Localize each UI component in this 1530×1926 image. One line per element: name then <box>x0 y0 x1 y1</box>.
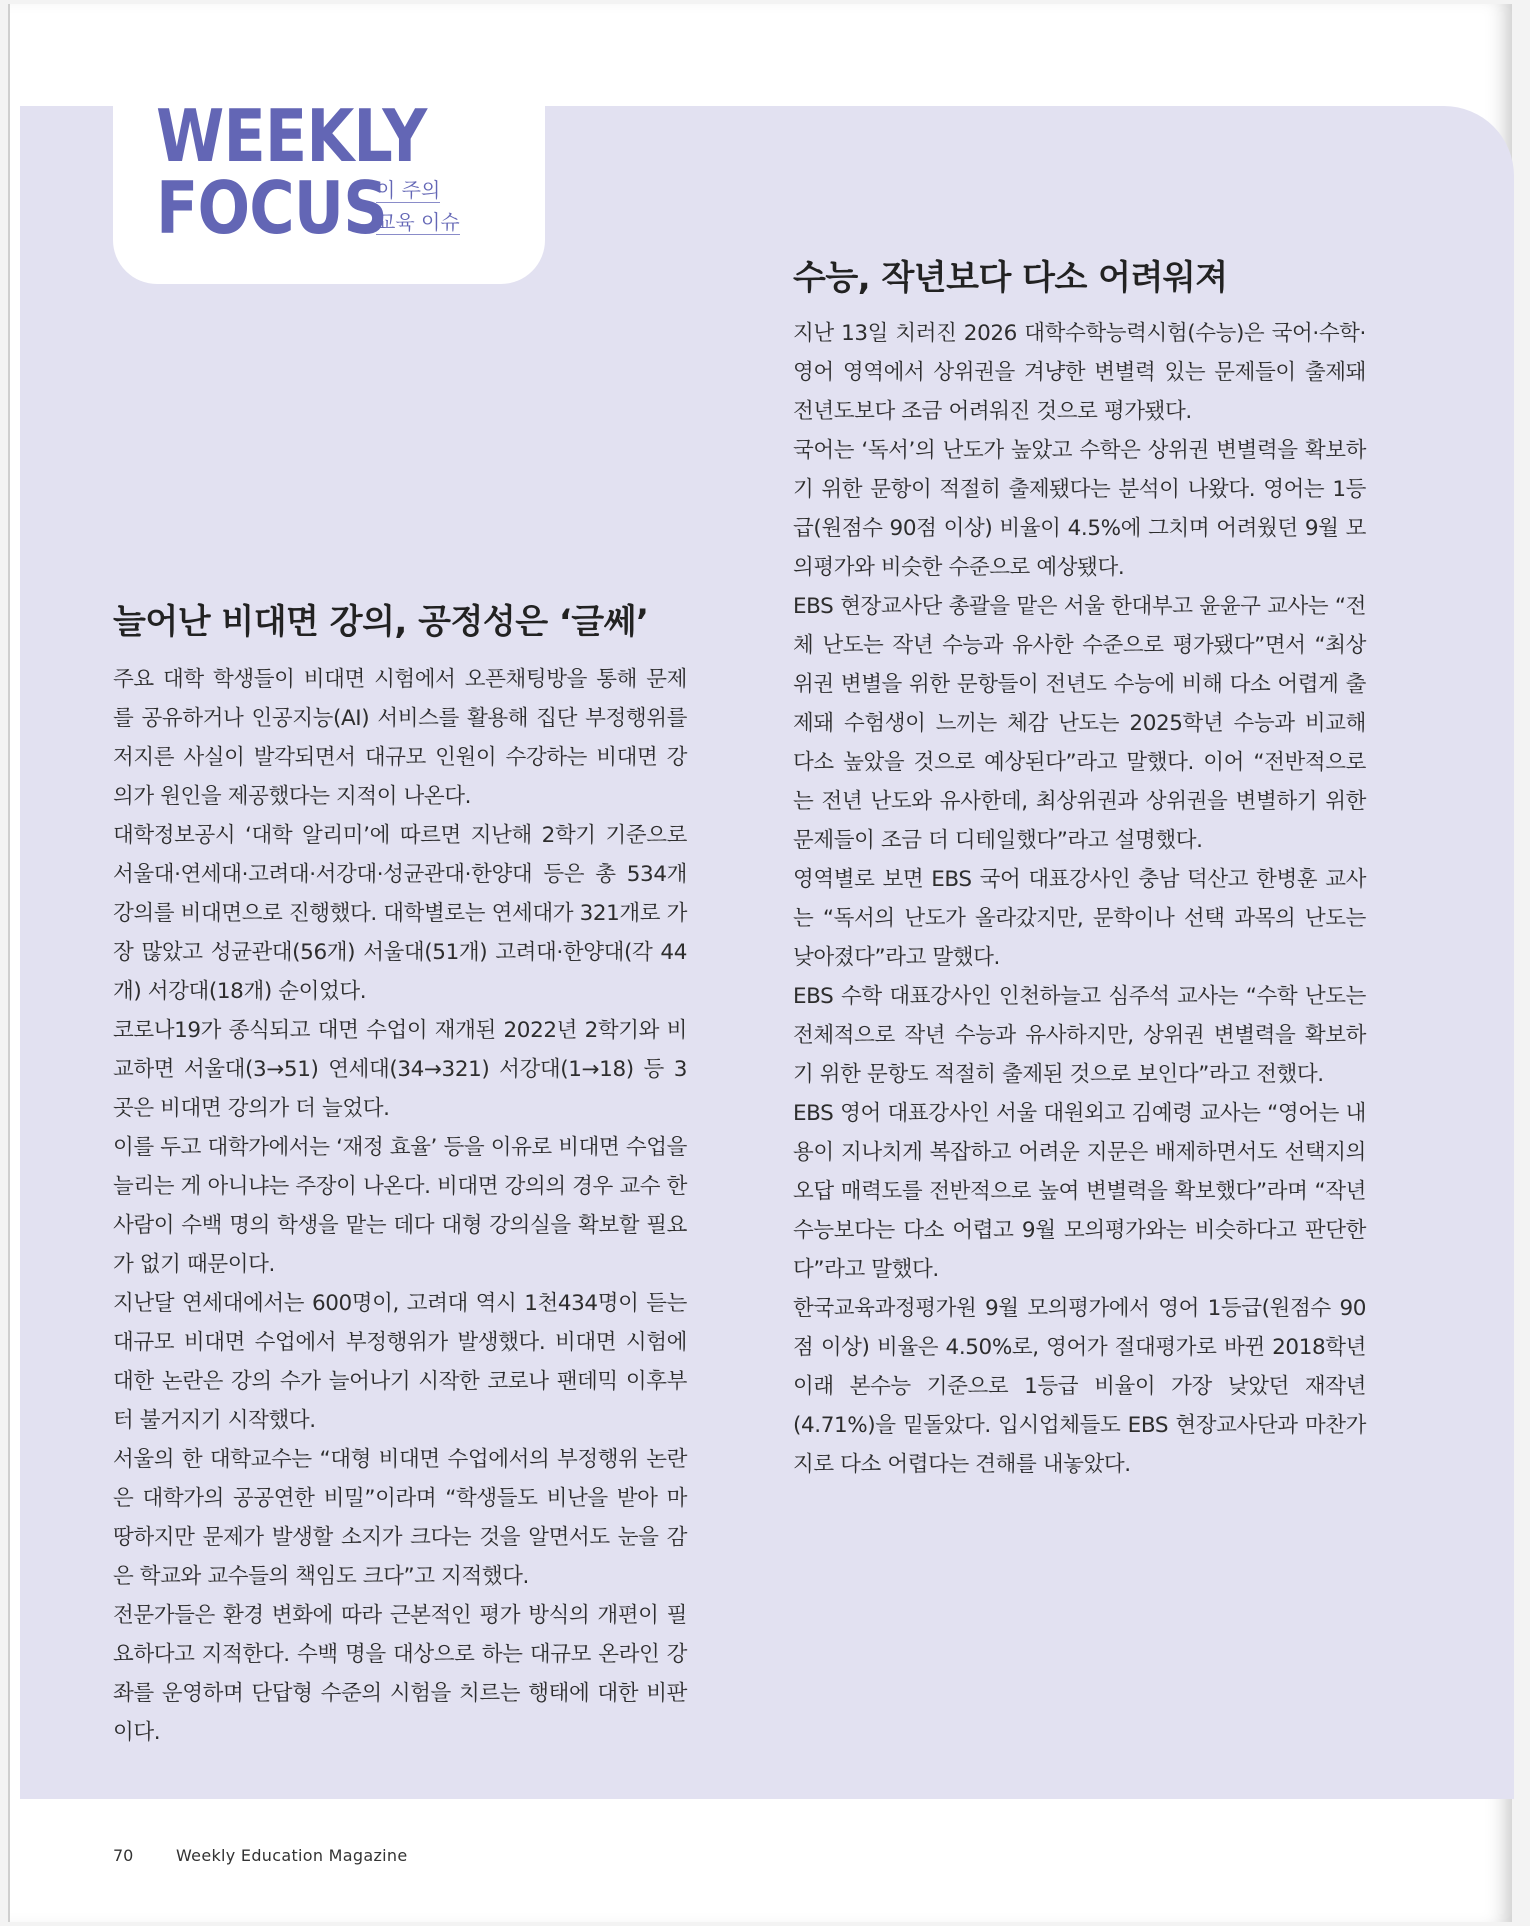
right-paragraph: 지난 13일 치러진 2026 대학수학능력시험(수능)은 국어·수학·영어 영역에서 상위권을 겨냥한 변별력 있는 문제들이 출제돼 전년도보다 조금 어려워진 것으로 평가됐다. <box>793 321 1366 424</box>
left-paragraph: 서울의 한 대학교수는 “대형 비대면 수업에서의 부정행위 논란은 대학가의 공공연한 비밀”이라며 “학생들도 비난을 받아 마땅하지만 문제가 발생할 소지가 크다는 것을 알면서도 눈을 감은 학교와 교수들의 책임도 크다”고 지적했다. <box>113 1447 687 1589</box>
logo-subtitle-1: 이 주의 <box>376 178 441 202</box>
logo-subtitle-2: 교육 이슈 <box>376 210 460 234</box>
right-paragraph: 영역별로 보면 EBS 국어 대표강사인 충남 덕산고 한병훈 교사는 “독서의 난도가 올라갔지만, 문학이나 선택 과목의 난도는 낮아졌다”라고 말했다. <box>793 867 1366 970</box>
left-paragraph: 지난달 연세대에서는 600명이, 고려대 역시 1천434명이 듣는 대규모 비대면 수업에서 부정행위가 발생했다. 비대면 시험에 대한 논란은 강의 수가 늘어나기 시작한 코로나 팬데믹 이후부터 불거지기 시작했다. <box>113 1291 687 1433</box>
logo-weekly: WEEKLY <box>156 94 427 178</box>
left-paragraph: 이를 두고 대학가에서는 ‘재정 효율’ 등을 이유로 비대면 수업을 늘리는 게 아니냐는 주장이 나온다. 비대면 강의의 경우 교수 한 사람이 수백 명의 학생을 맡는 데다 대형 강의실을 확보할 필요가 없기 때문이다. <box>113 1135 687 1277</box>
right-paragraph: EBS 영어 대표강사인 서울 대원외고 김예령 교사는 “영어는 내용이 지나치게 복잡하고 어려운 지문은 배제하면서도 선택지의 오답 매력도를 전반적으로 높여 변별력을 확보했다”라며 “작년 수능보다는 다소 어렵고 9월 모의평가와는 비슷하다고 판단한다”라고 말했다. <box>793 1101 1366 1282</box>
left-paragraph: 주요 대학 학생들이 비대면 시험에서 오픈채팅방을 통해 문제를 공유하거나 인공지능(AI) 서비스를 활용해 집단 부정행위를 저지른 사실이 발각되면서 대규모 인원이 수강하는 비대면 강의가 원인을 제공했다는 지적이 나온다. <box>113 667 687 809</box>
right-paragraph: 한국교육과정평가원 9월 모의평가에서 영어 1등급(원점수 90점 이상) 비율은 4.50%로, 영어가 절대평가로 바뀐 2018학년 이래 본수능 기준으로 1등급 비율이 가장 낮았던 재작년(4.71%)을 밑돌았다. 입시업체들도 EBS 현장교사단과 마찬가지로 다소 어렵다는 견해를 내놓았다. <box>793 1296 1366 1477</box>
left-paragraph: 코로나19가 종식되고 대면 수업이 재개된 2022년 2학기와 비교하면 서울대(3→51) 연세대(34→321) 서강대(1→18) 등 3곳은 비대면 강의가 더 늘었다. <box>113 1018 687 1121</box>
left-article-headline: 늘어난 비대면 강의, 공정성은 ‘글쎄’ <box>113 602 649 642</box>
left-paragraph: 대학정보공시 ‘대학 알리미’에 따르면 지난해 2학기 기준으로 서울대·연세대·고려대·서강대·성균관대·한양대 등은 총 534개 강의를 비대면으로 진행했다. 대학별로는 연세대가 321개로 가장 많았고 성균관대(56개) 서울대(51개) 고려대·한양대(각 44개) 서강대(18개) 순이었다. <box>113 823 687 1004</box>
right-article-headline: 수능, 작년보다 다소 어려워져 <box>793 258 1228 298</box>
right-article-body <box>793 314 1366 1484</box>
left-paragraph: 전문가들은 환경 변화에 따라 근본적인 평가 방식의 개편이 필요하다고 지적한다. 수백 명을 대상으로 하는 대규모 온라인 강좌를 운영하며 단답형 수준의 시험을 치르는 행태에 대한 비판이다. <box>113 1603 687 1745</box>
magazine-name: Weekly Education Magazine <box>176 1846 408 1865</box>
right-paragraph: 국어는 ‘독서’의 난도가 높았고 수학은 상위권 변별력을 확보하기 위한 문항이 적절히 출제됐다는 분석이 나왔다. 영어는 1등급(원점수 90점 이상) 비율이 4.5%에 그치며 어려웠던 9월 모의평가와 비슷한 수준으로 예상됐다. <box>793 438 1366 580</box>
right-paragraph: EBS 수학 대표강사인 인천하늘고 심주석 교사는 “수학 난도는 전체적으로 작년 수능과 유사하지만, 상위권 변별력을 확보하기 위한 문항도 적절히 출제된 것으로 보인다”라고 전했다. <box>793 984 1366 1087</box>
right-paragraph: EBS 현장교사단 총괄을 맡은 서울 한대부고 윤윤구 교사는 “전체 난도는 작년 수능과 유사한 수준으로 평가됐다”면서 “최상위권 변별을 위한 문항들이 전년도 수능에 비해 다소 어렵게 출제돼 수험생이 느끼는 체감 난도는 2025학년 수능과 비교해 다소 높았을 것으로 예상된다”라고 말했다. 이어 “전반적으로는 전년 난도와 유사한데, 최상위권과 상위권을 변별하기 위한 문제들이 조금 더 디테일했다”라고 설명했다. <box>793 594 1366 853</box>
left-article-body <box>113 660 687 1752</box>
page-number: 70 <box>113 1846 134 1865</box>
logo-focus: FOCUS <box>156 166 387 250</box>
